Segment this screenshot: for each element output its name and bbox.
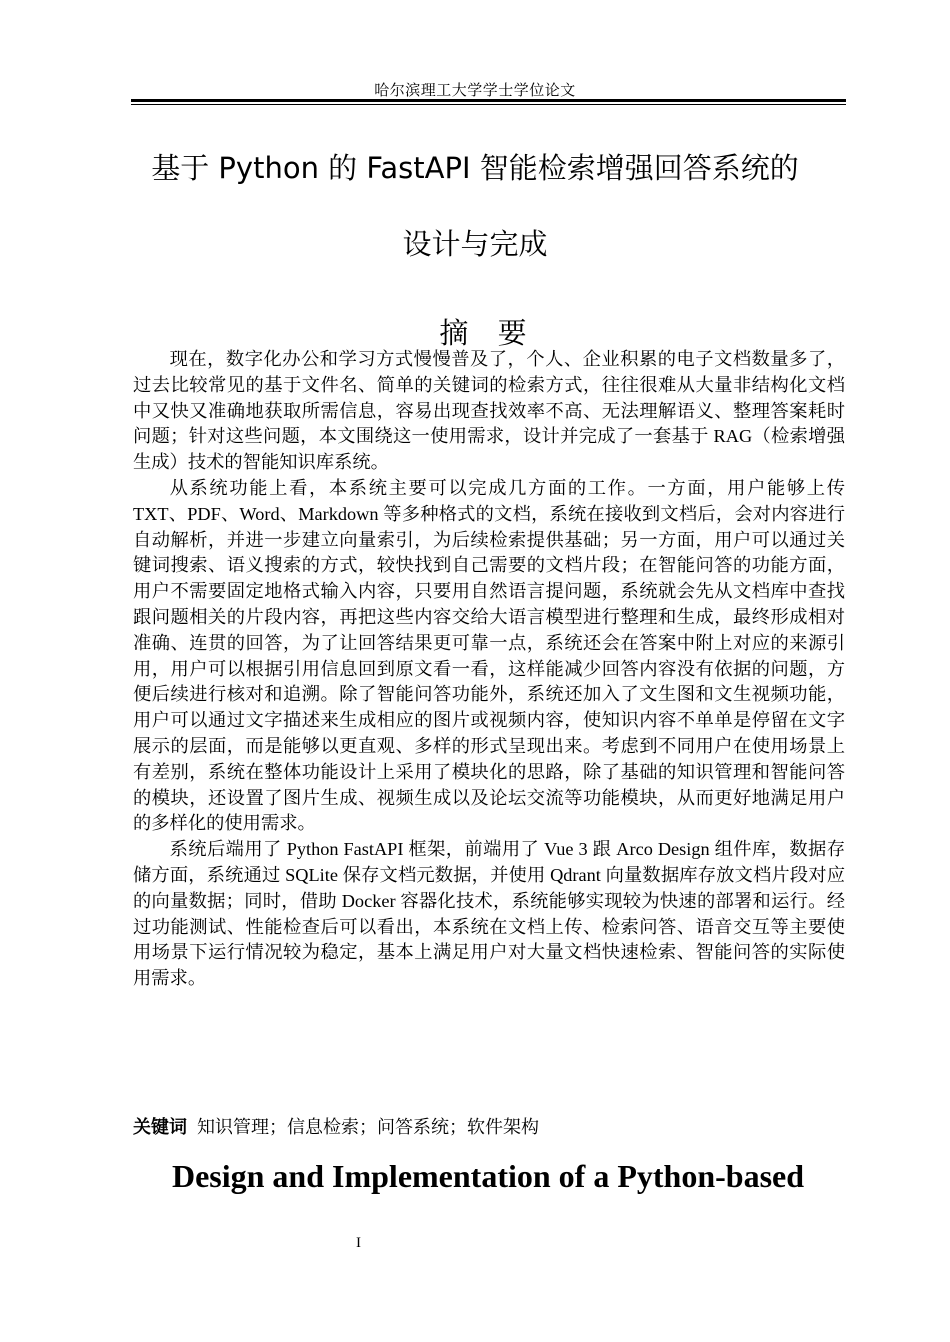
keywords-line bbox=[133, 1113, 845, 1139]
thesis-title-line1: 基于 Python 的 FastAPI 智能检索增强回答系统的 bbox=[151, 151, 799, 185]
abstract-body bbox=[133, 347, 845, 992]
header-rule-thin bbox=[131, 104, 846, 105]
abstract-paragraph: 现在，数字化办公和学习方式慢慢普及了，个人、企业积累的电子文档数量多了，过去比较常见的基于文件名、简单的关键词的检索方式，往往很难从大量非结构化文档中又快又准确地获取所需信息，容易出现查找效率不高、无法理解语义、整理答案耗时问题；针对这些问题，本文围绕这一使用需求，设计并完成了一套基于 RAG（检索增强生成）技术的智能知识库系统。 bbox=[133, 349, 845, 473]
keywords-label: 关键词 bbox=[133, 1117, 187, 1138]
keywords-list: 知识管理；信息检索；问答系统；软件架构 bbox=[197, 1117, 539, 1138]
abstract-heading: 摘 要 bbox=[439, 316, 537, 350]
page-number: I bbox=[356, 1235, 361, 1251]
abstract-paragraph: 系统后端用了 Python FastAPI 框架，前端用了 Vue 3 跟 Arco Design 组件库，数据存储方面，系统通过 SQLite 保存文档元数据，并使用 Qdrant 向量数据库存放文档片段对应的向量数据；同时，借助 Docker 容器化技术，系统能够实现较为快速的部署和运行。经过功能测试、性能检查后可以看出，本系统在文档上传、检索问答、语音交互等主要使用场景下运行情况较为稳定，基本上满足用户对大量文档快速检索、智能问答的实际使用需求。 bbox=[133, 839, 845, 989]
abstract-paragraph: 从系统功能上看，本系统主要可以完成几方面的工作。一方面，用户能够上传 TXT、PDF、Word、Markdown 等多种格式的文档，系统在接收到文档后，会对内容进行自动解析，并进一步建立向量索引，为后续检索提供基础；另一方面，用户可以通过关键词搜索、语义搜索的方式，较快找到自己需要的文档片段；在智能问答的功能方面，用户不需要固定地格式输入内容，只要用自然语言提问题，系统就会先从文档库中查找跟问题相关的片段内容，再把这些内容交给大语言模型进行整理和生成，最终形成相对准确、连贯的回答，为了让回答结果更可靠一点，系统还会在答案中附上对应的来源引用，用户可以根据引用信息回到原文看一看，这样能减少回答内容没有依据的问题，方便后续进行核对和追溯。除了智能问答功能外，系统还加入了文生图和文生视频功能，用户可以通过文字描述来生成相应的图片或视频内容，使知识内容不单单是停留在文字展示的层面，而是能够以更直观、多样的形式呈现出来。考虑到不同用户在使用场景上有差别，系统在整体功能设计上采用了模块化的思路，除了基础的知识管理和智能问答的模块，还设置了图片生成、视频生成以及论坛交流等功能模块，从而更好地满足用户的多样化的使用需求。 bbox=[133, 477, 845, 834]
header-rule-thick bbox=[131, 99, 846, 102]
english-title: Design and Implementation of a Python-based bbox=[171, 1158, 805, 1194]
running-header: 哈尔滨理工大学学士学位论文 bbox=[374, 81, 576, 99]
thesis-title-line2: 设计与完成 bbox=[402, 227, 548, 261]
